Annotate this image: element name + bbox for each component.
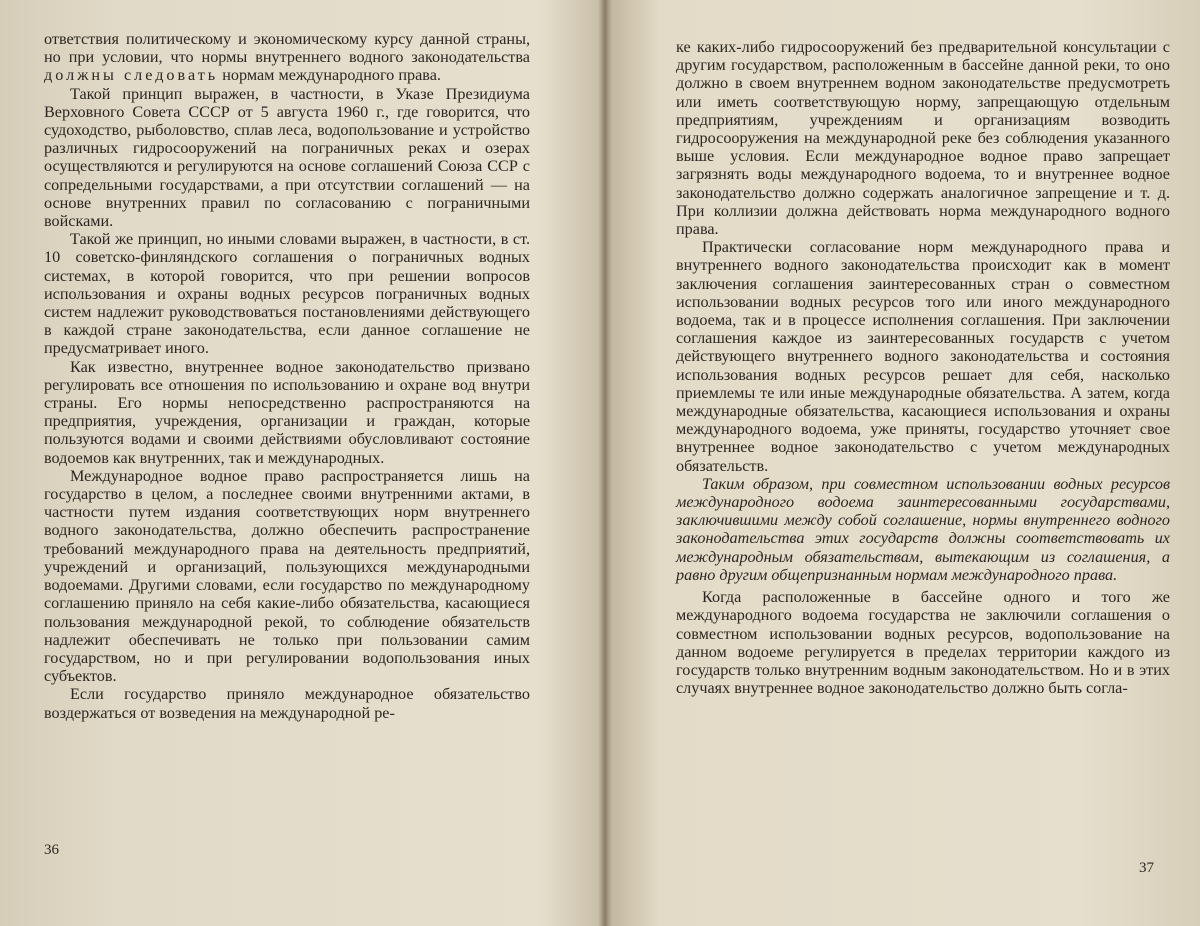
right-paragraph-2: Практически согласование норм международного права и внутреннего водного законодательства происходит как в момент заключения соглашения заинтересованных стран о совместном использовании водных ресурсов того или иного международного водоема, так и в процессе исполнения соглашения. При заключении соглашения каждое из заинтересованных государств с учетом действующего внутреннего водного законодательства и состояния использования водных ресурсов решает для себя, насколько приемлемы те или иные международные обязательства. А затем, когда международные обязательства, касающиеся использования и охраны международного водоема, уже приняты, государство уточняет свое внутреннее водное законодательство с учетом международных обязательств. (676, 238, 1170, 475)
left-paragraph-1 (44, 30, 530, 85)
right-paragraph-3-italic: Таким образом, при совместном использовании водных ресурсов международного водоема заинтересованными государствами, заключившими между собой соглашение, нормы внутреннего водного законодательства этих государств должны соответствовать их международным обязательствам, вытекающим из соглашения, а равно другим общепризнанным нормам международного права. (676, 474, 1170, 584)
right-page-number: 37 (1139, 860, 1154, 876)
right-page-text (676, 38, 1170, 697)
book-gutter (598, 0, 612, 926)
left-page-text (44, 30, 530, 722)
left-paragraph-2: Такой принцип выражен, в частности, в Указе Президиума Верховного Совета СССР от 5 августа 1960 г., где говорится, что судоходство, рыболовство, сплав леса, водопользование и устройство различных гидросооружений на пограничных реках и озерах осуществляются и регулируются на основе соглашений Союза ССР с сопредельными государствами, а при отсутствии соглашений — на основе внутренних правил по согласованию с пограничными войсками. (44, 84, 530, 231)
left-page (0, 0, 598, 926)
right-page (612, 0, 1200, 926)
right-paragraph-4: Когда расположенные в бассейне одного и того же международного водоема государства не заключили соглашения о совместном использовании водных ресурсов, водопользование на данном водоеме регулируется в пределах территории каждого из государств только внутренним водным законодательством. Но и в этих случаях внутреннее водное законодательство должно быть согла- (676, 588, 1170, 698)
left-paragraph-5: Международное водное право распространяется лишь на государство в целом, а последнее своими внутренними актами, в частности путем издания соответствующих норм внутреннего водного законодательства, должно обеспечить распространение требований международного права на деятельность предприятий, учреждений и организаций, пользующихся международными водоемами. Другими словами, если государство по международному соглашению приняло на себя какие-либо обязательства, касающиеся пользования международной рекой, то соблюдение обязательств надлежит обеспечивать не только при пользовании самим государством, но и при регулировании водопользования иных субъектов. (44, 466, 530, 686)
left-page-number: 36 (44, 842, 59, 858)
left-paragraph-1-start: ответствия политическому и экономическому курсу данной страны, но при условии, что нормы внутреннего водного законодательства (44, 30, 530, 67)
left-paragraph-4: Как известно, внутреннее водное законодательство призвано регулировать все отношения по использованию и охране вод внутри страны. Его нормы непосредственно распространяются на предприятия, учреждения, организации и граждан, которые пользуются водами и своими действиями обусловливают состояние водоемов как внутренних, так и международных. (44, 357, 530, 467)
left-paragraph-6: Если государство приняло международное обязательство воздержаться от возведения на международной ре- (44, 685, 530, 722)
left-paragraph-3: Такой же принцип, но иными словами выражен, в частности, в ст. 10 советско-финляндского соглашения о пограничных водных системах, в которой говорится, что при решении вопросов использования и охраны водных ресурсов пограничных водных систем надлежит руководствоваться постановлениями действующего в каждой стране законодательства, если данное соглашение не предусматривает иного. (44, 230, 530, 358)
left-paragraph-1-end: нормам международного права. (218, 66, 441, 85)
left-paragraph-1-emphasis: должны следовать (44, 66, 219, 85)
right-paragraph-1: ке каких-либо гидросооружений без предварительной консультации с другим государством, расположенным в бассейне данной реки, то оно должно в своем внутреннем водном законодательстве предусмотреть или иметь соответствующую норму, запрещающую отдельным предприятиям, учреждениям и организациям возводить гидросооружения на международной реке без соблюдения указанного выше условия. Если международное водное право запрещает загрязнять воды международного водоема, то и внутреннее водное законодательство должно содержать аналогичное запрещение и т. д. При коллизии должна действовать норма международного водного права. (676, 38, 1170, 239)
